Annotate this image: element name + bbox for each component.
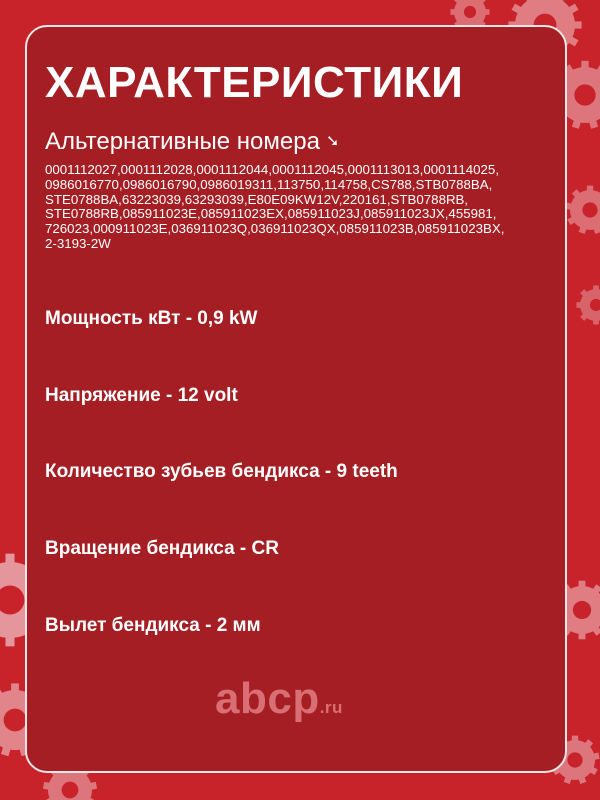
alt-numbers-heading — [45, 128, 339, 156]
page-title: ХАРАКТЕРИСТИКИ — [45, 58, 464, 107]
gear-icon — [576, 285, 600, 324]
abcp-logo-suffix: .ru — [319, 698, 343, 717]
alt-numbers-list: 0001112027,0001112028,0001112044,0001112045,0001113013,0001114025, 0986016770,0986016790,0986019311,113750,114758,CS788,STB0788BA, STE0788BA,63223039,63293039,E80E09KW12V,220161,STB0788RB, STE0788RB,085911023E,085911023EX,085911023J,085911023JX,455981, 726023,000911023E,036911023Q,036911023QX,085911023B,085911023BX, 2-3193-2W — [45, 162, 505, 251]
abcp-logo-text: abcp — [215, 674, 320, 723]
spec-offset: Вылет бендикса - 2 мм — [45, 615, 261, 636]
spec-teeth: Количество зубьев бендикса - 9 teeth — [45, 461, 398, 482]
abcp-logo — [215, 674, 343, 724]
spec-voltage: Напряжение - 12 volt — [45, 385, 238, 406]
gear-icon — [565, 186, 600, 234]
spec-power: Мощность кВт - 0,9 kW — [45, 308, 258, 329]
arrow-down-right-icon: ➘ — [325, 133, 340, 150]
spec-rotation: Вращение бендикса - CR — [45, 538, 279, 559]
alt-numbers-heading-text: Альтернативные номера — [45, 128, 320, 155]
